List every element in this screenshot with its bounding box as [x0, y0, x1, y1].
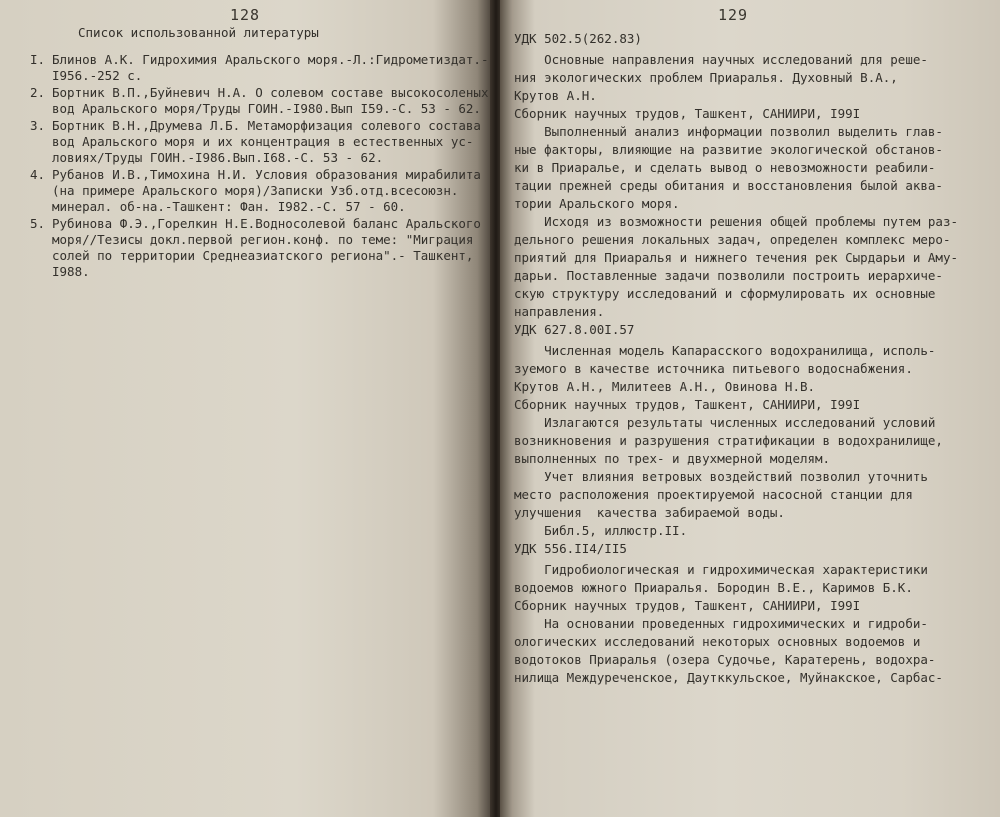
- left-page: [0, 0, 492, 817]
- udk-code: УДК 502.5(262.83): [514, 31, 642, 46]
- abstract-text-line: направления.: [514, 304, 605, 319]
- abstract-section: [514, 321, 990, 540]
- reference-text-line: моря//Тезисы докл.первой регион.конф. по теме: "Миграция: [52, 232, 474, 247]
- right-page: [500, 0, 1000, 817]
- abstract-text-line: ния экологических проблем Приаралья. Духовный В.А.,: [514, 70, 898, 85]
- reference-text-line: I988.: [52, 264, 90, 279]
- abstract-text-line: дарьи. Поставленные задачи позволили построить иерархиче-: [514, 268, 943, 283]
- abstract-text-line: Учет влияния ветровых воздействий позволил уточнить: [514, 469, 928, 484]
- reference-text-line: (на примере Аральского моря)/Записки Узб.отд.всесоюзн.: [52, 183, 459, 198]
- abstract-text-line: ки в Приаралье, и сделать вывод о невозможности реабили-: [514, 160, 936, 175]
- reference-text-line: Блинов А.К. Гидрохимия Аральского моря.-Л.:Гидрометиздат.-: [52, 52, 489, 67]
- reference-text-line: Рубинова Ф.Э.,Горелкин Н.Е.Водносолевой баланс Аральского: [52, 216, 481, 231]
- abstract-text-line: Сборник научных трудов, Ташкент, САНИИРИ, I99I: [514, 598, 861, 613]
- abstract-text-line: Библ.5, иллюстр.II.: [514, 523, 688, 538]
- abstract-text-line: Сборник научных трудов, Ташкент, САНИИРИ, I99I: [514, 106, 861, 121]
- reference-text-line: I956.-252 с.: [52, 68, 143, 83]
- reference-item: [30, 216, 481, 280]
- reference-item: [30, 52, 489, 84]
- reference-text-line: вод Аральского моря/Труды ГОИН.-I980.Вып I59.-С. 53 - 62.: [52, 101, 481, 116]
- abstract-text-line: Сборник научных трудов, Ташкент, САНИИРИ, I99I: [514, 397, 861, 412]
- abstract-text-line: тории Аральского моря.: [514, 196, 680, 211]
- abstract-text-line: ные факторы, влияющие на развитие экологической обстанов-: [514, 142, 943, 157]
- abstract-text-line: Исходя из возможности решения общей проблемы путем раз-: [514, 214, 959, 229]
- reference-text-line: ловиях/Труды ГОИН.-I986.Вып.I68.-С. 53 - 62.: [52, 150, 384, 165]
- abstract-text-line: скую структуру исследований и сформулировать их основные: [514, 286, 936, 301]
- reference-list: [30, 52, 489, 281]
- abstract-text-line: Крутов А.Н.: [514, 88, 597, 103]
- reference-text-line: Бортник В.П.,Буйневич Н.А. О солевом составе высокосоленых: [52, 85, 489, 100]
- abstract-text-line: улучшения качества забираемой воды.: [514, 505, 785, 520]
- abstract-text-line: Численная модель Капарасского водохранилища, исполь-: [514, 343, 936, 358]
- abstract-text-line: Излагаются результаты численных исследований условий: [514, 415, 936, 430]
- abstract-text-line: Выполненный анализ информации позволил выделить глав-: [514, 124, 943, 139]
- reference-item: [30, 118, 481, 166]
- abstract-text-line: ологических исследований некоторых основных водоемов и: [514, 634, 921, 649]
- abstract-text-line: тации прежней среды обитания и восстановления былой аква-: [514, 178, 943, 193]
- udk-code: УДК 556.II4/II5: [514, 541, 627, 556]
- abstract-text-line: возникновения и разрушения стратификации в водохранилище,: [514, 433, 943, 448]
- reference-number: 4.: [30, 167, 46, 182]
- abstract-text-line: приятий для Приаралья и нижнего течения рек Сырдарьи и Аму-: [514, 250, 959, 265]
- page-number: 129: [718, 6, 749, 24]
- abstract-text-line: зуемого в качестве источника питьевого водоснабжения.: [514, 361, 913, 376]
- reference-text-line: Рубанов И.В.,Тимохина Н.И. Условия образования мирабилита: [52, 167, 481, 182]
- abstract-text-line: Гидробиологическая и гидрохимическая характеристики: [514, 562, 928, 577]
- abstract-text-line: дельного решения локальных задач, определен комплекс меро-: [514, 232, 951, 247]
- abstract-text-line: Крутов А.Н., Милитеев А.Н., Овинова Н.В.: [514, 379, 816, 394]
- abstract-text-line: место расположения проектируемой насосной станции для: [514, 487, 913, 502]
- abstracts-column: [514, 30, 990, 687]
- reference-number: 5.: [30, 216, 46, 231]
- reference-item: [30, 167, 481, 215]
- abstract-text-line: водоемов южного Приаралья. Бородин В.Е., Каримов Б.К.: [514, 580, 913, 595]
- udk-code: УДК 627.8.00I.57: [514, 322, 635, 337]
- reference-text-line: вод Аральского моря и их концентрация в естественных ус-: [52, 134, 474, 149]
- reference-text-line: минерал. об-на.-Ташкент: Фан. I982.-С. 57 - 60.: [52, 199, 406, 214]
- reference-item: [30, 85, 489, 117]
- reference-number: 3.: [30, 118, 46, 133]
- abstract-text-line: выполненных по трех- и двухмерной моделям.: [514, 451, 831, 466]
- reference-number: 2.: [30, 85, 46, 100]
- abstract-section: [514, 540, 990, 687]
- reference-number: I.: [30, 52, 46, 67]
- references-heading: Список использованной литературы: [78, 25, 319, 40]
- abstract-text-line: На основании проведенных гидрохимических и гидроби-: [514, 616, 928, 631]
- reference-text-line: Бортник В.Н.,Друмева Л.Б. Метаморфизация солевого состава: [52, 118, 481, 133]
- page-number: 128: [230, 6, 261, 24]
- abstract-text-line: нилища Междуреченское, Даутккульское, Муйнакское, Сарбас-: [514, 670, 943, 685]
- abstract-text-line: водотоков Приаралья (озера Судочье, Каратерень, водохра-: [514, 652, 936, 667]
- abstract-text-line: Основные направления научных исследований для реше-: [514, 52, 928, 67]
- reference-text-line: солей по территории Среднеазиатского региона".- Ташкент,: [52, 248, 474, 263]
- abstract-section: [514, 30, 990, 321]
